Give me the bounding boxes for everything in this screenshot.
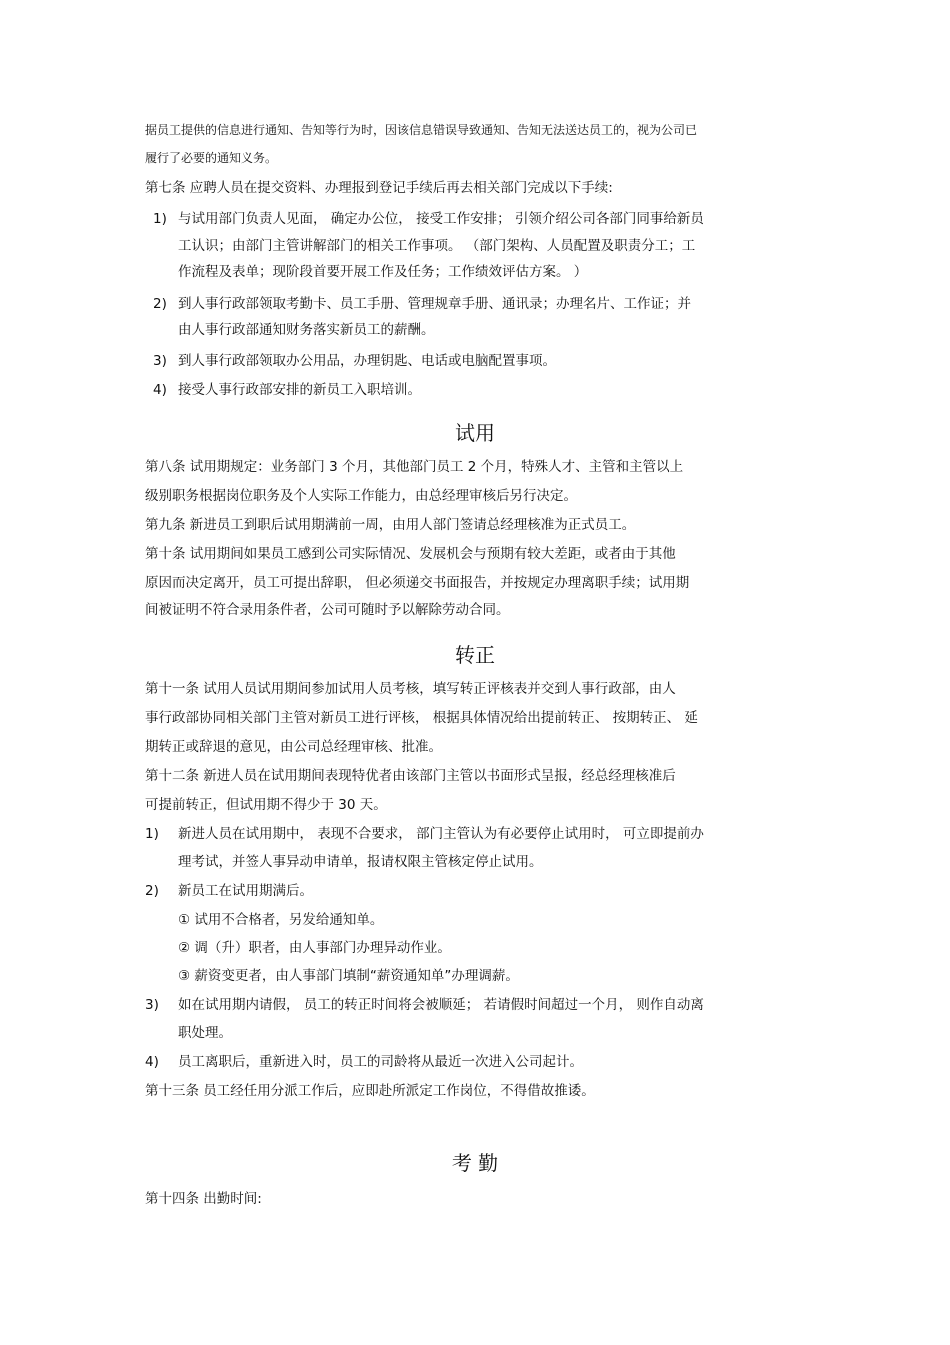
list-number: 3) (153, 353, 167, 369)
trial-line: 第九条 新进员工到职后试用期满前一周，由用人部门签请总经理核准为正式员工。 (145, 517, 636, 533)
list-number: 2) (153, 296, 167, 312)
sub-item: ② 调（升）职者，由人事部门办理异动作业。 (178, 940, 451, 956)
list-number: 3) (145, 997, 159, 1013)
list-number: 4) (145, 1054, 159, 1070)
list-item-line: 由人事行政部通知财务落实新员工的薪酬。 (178, 322, 435, 338)
list-item-line: 员工离职后，重新进入时，员工的司龄将从最近一次进入公司起计。 (178, 1054, 583, 1070)
list-item-line: 工认识；由部门主管讲解部门的相关工作事项。 （部门架构、人员配置及职责分工；工 (178, 238, 696, 254)
list-number: 1) (153, 211, 167, 227)
trial-line: 原因而决定离开，员工可提出辞职， 但必须递交书面报告，并按规定办理离职手续；试用期 (145, 575, 690, 591)
list-item-line: 新员工在试用期满后。 (178, 883, 313, 899)
list-item-line: 职处理。 (178, 1025, 232, 1041)
regular-line: 第十二条 新进人员在试用期间表现特优者由该部门主管以书面形式呈报，经总经理核准后 (145, 768, 676, 784)
trial-line: 间被证明不符合录用条件者，公司可随时予以解除劳动合同。 (145, 602, 510, 618)
list-item-line: 与试用部门负责人见面， 确定办公位， 接受工作安排； 引领介绍公司各部门同事给新员 (178, 211, 704, 227)
list-item-line: 新进人员在试用期中， 表现不合要求， 部门主管认为有必要停止试用时， 可立即提前办 (178, 826, 704, 842)
section-title-trial: 试用 (455, 421, 495, 445)
intro-line-1: 据员工提供的信息进行通知、告知等行为时，因该信息错误导致通知、告知无法送达员工的，视为公司已 (145, 123, 698, 137)
regular-line: 可提前转正，但试用期不得少于 30 天。 (145, 797, 387, 813)
article-7-heading: 第七条 应聘人员在提交资料、办理报到登记手续后再去相关部门完成以下手续: (145, 180, 613, 196)
list-item-line: 理考试，并签人事异动申请单，报请权限主管核定停止试用。 (178, 854, 543, 870)
section-title-attendance: 考 勤 (451, 1151, 499, 1175)
section-title-regular: 转正 (455, 643, 495, 667)
trial-line: 第十条 试用期间如果员工感到公司实际情况、发展机会与预期有较大差距，或者由于其他 (145, 546, 676, 562)
regular-line: 事行政部协同相关部门主管对新员工进行评核， 根据具体情况给出提前转正、 按期转正、 延 (145, 710, 698, 726)
list-item-line: 接受人事行政部安排的新员工入职培训。 (178, 382, 421, 398)
list-number: 2) (145, 883, 159, 899)
list-item-line: 到人事行政部领取考勤卡、员工手册、管理规章手册、通讯录；办理名片、工作证；并 (178, 296, 691, 312)
list-number: 4) (153, 382, 167, 398)
list-item-line: 到人事行政部领取办公用品，办理钥匙、电话或电脑配置事项。 (178, 353, 556, 369)
list-number: 1) (145, 826, 159, 842)
list-item-line: 如在试用期内请假， 员工的转正时间将会被顺延； 若请假时间超过一个月， 则作自动离 (178, 997, 704, 1013)
intro-line-2: 履行了必要的通知义务。 (145, 151, 278, 165)
sub-item: ③ 薪资变更者，由人事部门填制“薪资通知单”办理调薪。 (178, 968, 519, 984)
regular-line: 第十一条 试用人员试用期间参加试用人员考核，填写转正评核表并交到人事行政部，由人 (145, 681, 676, 697)
regular-line: 期转正或辞退的意见，由公司总经理审核、批准。 (145, 739, 442, 755)
article-14: 第十四条 出勤时间: (145, 1191, 262, 1207)
trial-line: 第八条 试用期规定：业务部门 3 个月，其他部门员工 2 个月，特殊人才、主管和主管以上 (145, 459, 684, 475)
article-13: 第十三条 员工经任用分派工作后，应即赴所派定工作岗位，不得借故推诿。 (145, 1083, 595, 1099)
sub-item: ① 试用不合格者，另发给通知单。 (178, 912, 384, 928)
trial-line: 级别职务根据岗位职务及个人实际工作能力，由总经理审核后另行决定。 (145, 488, 577, 504)
list-item-line: 作流程及表单；现阶段首要开展工作及任务；工作绩效评估方案。 ） (178, 264, 588, 280)
